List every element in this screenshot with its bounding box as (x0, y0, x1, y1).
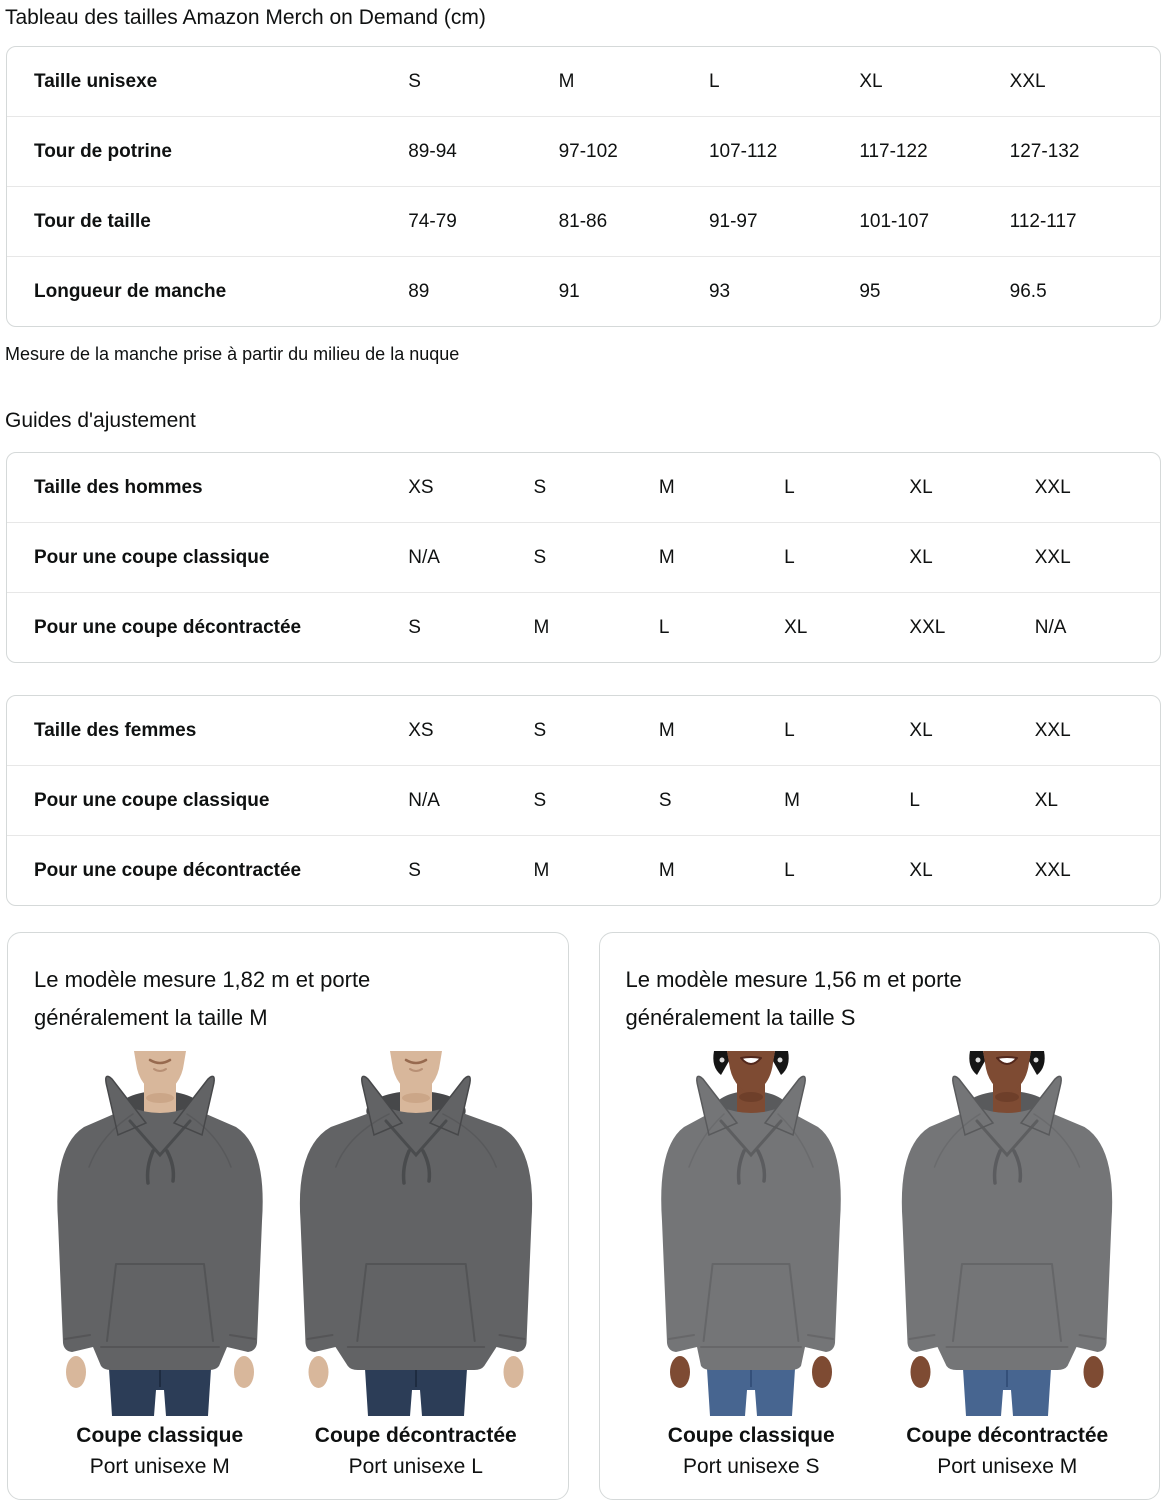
model-figure (291, 1051, 541, 1479)
size-cell: 89-94 (408, 140, 457, 162)
size-worn-label: Port unisexe S (682, 1455, 820, 1478)
model-figures (32, 1051, 544, 1479)
row-label: Pour une coupe décontractée (34, 859, 302, 881)
model-photo-men-classic (35, 1051, 285, 1416)
row-label: Tour de taille (34, 210, 151, 232)
size-cell: XXL (1034, 859, 1071, 881)
size-cell: L (784, 546, 795, 568)
model-figure (35, 1051, 285, 1479)
table-row (7, 117, 1160, 187)
size-cell: 107-112 (708, 140, 778, 162)
size-cell: 91-97 (708, 210, 758, 232)
size-cell: 95 (859, 280, 881, 302)
size-cell: XXL (1009, 70, 1046, 92)
size-cell: M (658, 476, 675, 498)
table-row (7, 696, 1160, 766)
size-cell: S (533, 546, 547, 568)
size-cell: M (784, 789, 800, 811)
fit-label: Coupe classique (667, 1424, 835, 1447)
model-cards (5, 932, 1162, 1500)
model-caption (35, 1424, 285, 1479)
size-cell: XL (1034, 789, 1058, 811)
size-cell: S (533, 789, 547, 811)
size-cell: 112-117 (1009, 210, 1077, 232)
men-fit-table (6, 452, 1161, 663)
size-cell: 96.5 (1009, 280, 1047, 302)
model-figure (882, 1051, 1132, 1479)
size-cell: 89 (408, 280, 430, 302)
size-cell: XXL (1034, 719, 1071, 741)
size-cell: S (533, 476, 547, 498)
model-card-heading: Le modèle mesure 1,82 m et porte généralement la taille M (34, 967, 371, 1030)
size-cell: XS (408, 719, 434, 741)
size-cell: L (909, 789, 920, 811)
size-cell: M (533, 859, 550, 881)
model-caption (291, 1424, 541, 1479)
table-row (7, 257, 1160, 326)
table-row (7, 47, 1160, 117)
model-figures (624, 1051, 1136, 1479)
size-cell: M (658, 719, 675, 741)
table-row (7, 766, 1160, 836)
size-cell: L (784, 719, 795, 741)
fit-label: Coupe classique (76, 1424, 244, 1447)
size-cell: 127-132 (1009, 140, 1080, 162)
size-cell: 81-86 (558, 210, 608, 232)
fit-label: Coupe décontractée (906, 1424, 1109, 1447)
table-row (7, 523, 1160, 593)
row-label: Taille unisexe (34, 70, 158, 92)
size-worn-label: Port unisexe M (937, 1455, 1078, 1478)
sleeve-measure-note: Mesure de la manche prise à partir du milieu de la nuque (5, 344, 460, 364)
size-worn-label: Port unisexe M (89, 1455, 230, 1478)
size-cell: XXL (909, 616, 946, 638)
size-cell: N/A (408, 789, 440, 811)
size-cell: XXL (1034, 476, 1071, 498)
women-fit-table (6, 695, 1161, 906)
size-cell: M (658, 859, 675, 881)
table-row (7, 453, 1160, 523)
size-cell: XS (408, 476, 434, 498)
size-cell: 97-102 (558, 140, 618, 162)
size-cell: S (408, 616, 421, 638)
row-label: Longueur de manche (34, 280, 227, 302)
size-cell: 101-107 (859, 210, 930, 232)
size-cell: S (408, 70, 421, 92)
size-cell: M (533, 616, 550, 638)
size-cell: XL (909, 546, 933, 568)
size-cell: XL (909, 719, 933, 741)
size-cell: L (708, 70, 720, 92)
size-cell: M (558, 70, 575, 92)
size-cell: XL (909, 476, 933, 498)
model-card-men (7, 932, 569, 1500)
size-worn-label: Port unisexe L (348, 1455, 483, 1478)
row-label: Taille des hommes (34, 476, 203, 498)
size-cell: 91 (558, 280, 580, 302)
size-cell: L (784, 476, 795, 498)
model-photo-men-relaxed (291, 1051, 541, 1416)
size-cell: XL (909, 859, 933, 881)
size-cell: S (533, 719, 547, 741)
model-photo-women-classic (626, 1051, 876, 1416)
size-cell: L (658, 616, 670, 638)
size-cell: S (658, 789, 672, 811)
row-label: Pour une coupe classique (34, 789, 270, 811)
model-photo-women-relaxed (882, 1051, 1132, 1416)
row-label: Pour une coupe classique (34, 546, 270, 568)
table-row (7, 187, 1160, 257)
size-cell: M (658, 546, 675, 568)
table-row (7, 593, 1160, 662)
table-row (7, 836, 1160, 905)
model-caption (626, 1424, 876, 1479)
row-label: Taille des femmes (34, 719, 197, 741)
size-cell: 93 (708, 280, 731, 302)
model-card-heading: Le modèle mesure 1,56 m et porte généralement la taille S (625, 967, 962, 1030)
size-cell: XXL (1034, 546, 1071, 568)
page-title: Tableau des tailles Amazon Merch on Demand (cm) (5, 6, 486, 29)
size-cell: 74-79 (408, 210, 457, 232)
size-cell: L (784, 859, 795, 881)
size-cell: XL (859, 70, 883, 92)
size-cell: S (408, 859, 421, 881)
row-label: Pour une coupe décontractée (34, 616, 302, 638)
size-cell: N/A (1034, 616, 1067, 638)
row-label: Tour de potrine (34, 140, 172, 162)
size-cell: N/A (408, 546, 440, 568)
fit-guides-heading: Guides d'ajustement (5, 409, 196, 432)
size-cell: XL (784, 616, 808, 638)
fit-label: Coupe décontractée (314, 1424, 517, 1447)
model-figure (626, 1051, 876, 1479)
model-card-women (599, 932, 1161, 1500)
unisex-size-table (6, 46, 1161, 327)
size-cell: 117-122 (859, 140, 928, 162)
model-caption (882, 1424, 1132, 1479)
